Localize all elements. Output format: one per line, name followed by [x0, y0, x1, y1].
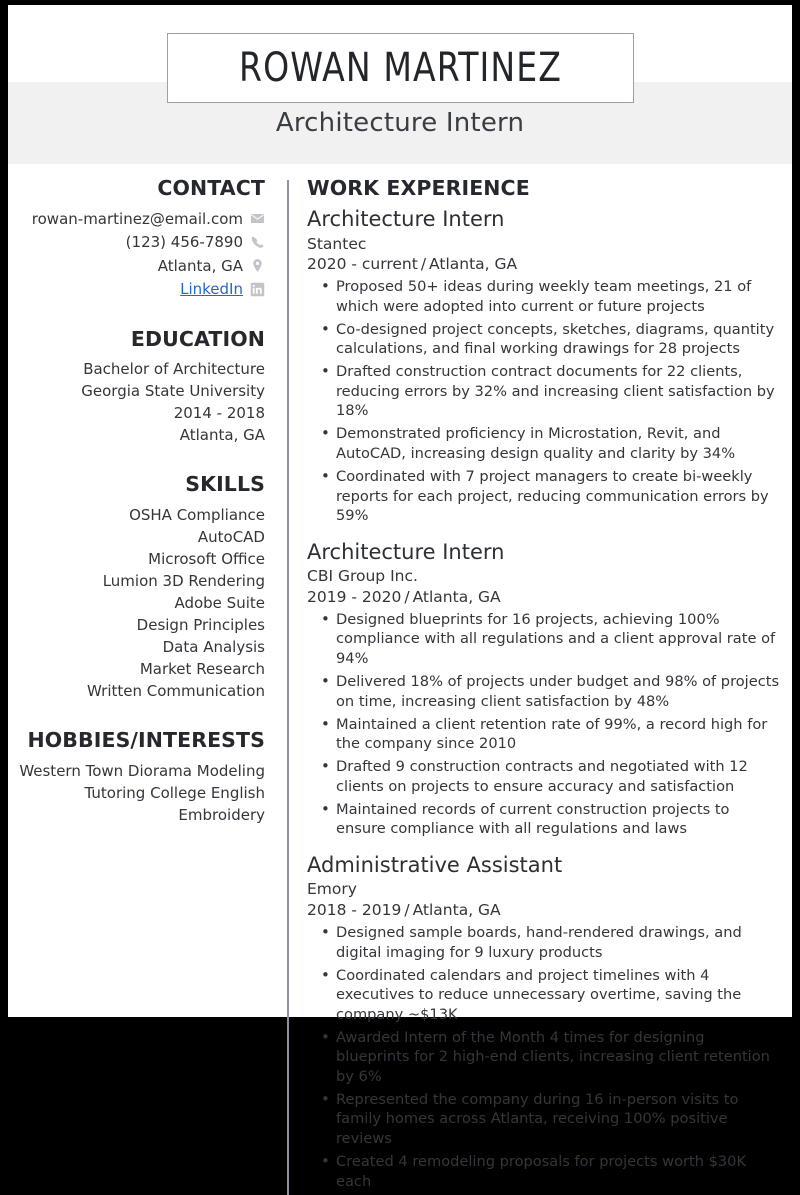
job-bullet: • Designed blueprints for 16 projects, achieving 100% compliance with all regulations and a client approval rate of 94% — [336, 610, 780, 669]
linkedin-link[interactable]: LinkedIn — [180, 280, 243, 299]
job-entry — [307, 853, 780, 1191]
contact-phone-text: (123) 456-7890 — [125, 233, 243, 252]
contact-item-location[interactable] — [8, 255, 265, 278]
skill-item: Data Analysis — [162, 638, 265, 657]
contact-email-text: rowan-martinez@email.com — [31, 209, 243, 228]
work-experience-heading: WORK EXPERIENCE — [307, 176, 530, 200]
job-meta — [307, 254, 780, 275]
sidebar-section-education — [8, 327, 265, 447]
resume-page — [8, 5, 792, 1190]
hobby-item: Embroidery — [178, 806, 265, 825]
linkedin-icon — [250, 282, 265, 297]
skill-item: Microsoft Office — [148, 550, 265, 569]
sidebar-section-contact — [8, 176, 265, 301]
contact-item-phone[interactable] — [8, 231, 265, 254]
skills-heading: SKILLS — [185, 472, 265, 497]
job-bullet: • Awarded Intern of the Month 4 times for designing blueprints for 2 high-end clients, increasing client retention by 6% — [336, 1028, 780, 1087]
contact-heading: CONTACT — [157, 176, 265, 200]
contact-item-linkedin[interactable] — [8, 278, 265, 301]
job-company: Stantec — [307, 234, 367, 253]
job-dates: 2019 - 2020 — [307, 588, 402, 607]
candidate-name: ROWAN MARTINEZ — [238, 45, 563, 91]
job-dates: 2018 - 2019 — [307, 901, 402, 920]
envelope-icon — [250, 211, 265, 226]
skill-item: Lumion 3D Rendering — [102, 572, 265, 591]
spacer — [8, 307, 265, 327]
job-meta — [307, 587, 780, 608]
resume-body — [8, 164, 792, 1195]
skill-item: OSHA Compliance — [129, 506, 265, 525]
spacer — [8, 452, 265, 472]
job-bullet: • Drafted construction contract documents for 22 clients, reducing errors by 32% and increasing client satisfaction by 18% — [336, 362, 780, 421]
job-company: CBI Group Inc. — [307, 567, 418, 586]
sidebar — [8, 176, 287, 832]
job-bullet: • Designed sample boards, hand-rendered drawings, and digital imaging for 9 luxury products — [336, 923, 780, 962]
job-bullet: • Coordinated with 7 project managers to create bi-weekly reports for each project, reducing communication errors by 59% — [336, 467, 780, 526]
skill-item: Design Principles — [136, 616, 265, 635]
job-role: Architecture Intern — [307, 207, 505, 231]
skill-item: Market Research — [139, 660, 265, 679]
hobby-item: Tutoring College English — [84, 784, 265, 803]
hobbies-heading: HOBBIES/INTERESTS — [27, 728, 265, 753]
candidate-job-title: Architecture Intern — [275, 108, 525, 138]
sidebar-section-hobbies — [8, 728, 265, 826]
job-bullets — [307, 610, 780, 839]
job-bullet: • Created 4 remodeling proposals for projects worth $30K each — [336, 1152, 780, 1191]
job-entry — [307, 207, 780, 526]
location-pin-icon — [250, 258, 265, 273]
job-location: Atlanta, GA — [412, 901, 501, 920]
job-bullet: • Demonstrated proficiency in Microstation, Revit, and AutoCAD, increasing design quality and clarity by 34% — [336, 424, 780, 463]
sidebar-section-skills — [8, 472, 265, 702]
job-bullet: • Delivered 18% of projects under budget and 98% of projects on time, increasing client satisfaction by 48% — [336, 672, 780, 711]
job-company: Emory — [307, 880, 357, 899]
resume-header — [8, 5, 792, 164]
skill-item: AutoCAD — [197, 528, 265, 547]
main-content — [289, 176, 792, 1195]
education-location: Atlanta, GA — [179, 426, 265, 445]
contact-location-text: Atlanta, GA — [157, 256, 243, 275]
spacer — [8, 708, 265, 728]
skill-item: Written Communication — [87, 682, 265, 701]
job-bullet: • Maintained a client retention rate of 99%, a record high for the company since 2010 — [336, 715, 780, 754]
job-bullets — [307, 923, 780, 1191]
job-entry — [307, 540, 780, 839]
phone-icon — [250, 235, 265, 250]
skill-item: Adobe Suite — [174, 594, 265, 613]
name-box — [167, 33, 634, 103]
job-meta — [307, 900, 780, 921]
job-bullet: • Proposed 50+ ideas during weekly team meetings, 21 of which were adopted into current or future projects — [336, 277, 780, 316]
education-school: Georgia State University — [81, 382, 265, 401]
job-dates: 2020 - current — [307, 255, 418, 274]
education-heading: EDUCATION — [130, 326, 265, 351]
job-location: Atlanta, GA — [429, 255, 518, 274]
job-location: Atlanta, GA — [412, 588, 501, 607]
job-bullet: • Represented the company during 16 in-person visits to family homes across Atlanta, receiving 100% positive reviews — [336, 1090, 780, 1149]
job-bullet: • Coordinated calendars and project timelines with 4 executives to reduce unnecessary overtime, saving the company ~$13K — [336, 966, 780, 1025]
job-meta-separator: / — [420, 255, 427, 274]
job-bullet: • Maintained records of current construction projects to ensure compliance with all regulations and laws — [336, 800, 780, 839]
education-degree: Bachelor of Architecture — [83, 360, 265, 379]
job-role: Architecture Intern — [307, 539, 505, 564]
job-bullet: • Co-designed project concepts, sketches, diagrams, quantity calculations, and final working drawings for 28 projects — [336, 320, 780, 359]
hobby-item: Western Town Diorama Modeling — [19, 762, 265, 781]
job-meta-separator: / — [404, 588, 410, 607]
job-bullets — [307, 277, 780, 526]
job-bullet: • Drafted 9 construction contracts and negotiated with 12 clients on projects to ensure accuracy and satisfaction — [336, 757, 780, 796]
job-role: Administrative Assistant — [307, 852, 563, 877]
job-meta-separator: / — [404, 901, 410, 920]
education-dates: 2014 - 2018 — [173, 404, 265, 423]
contact-item-email[interactable] — [8, 208, 265, 231]
